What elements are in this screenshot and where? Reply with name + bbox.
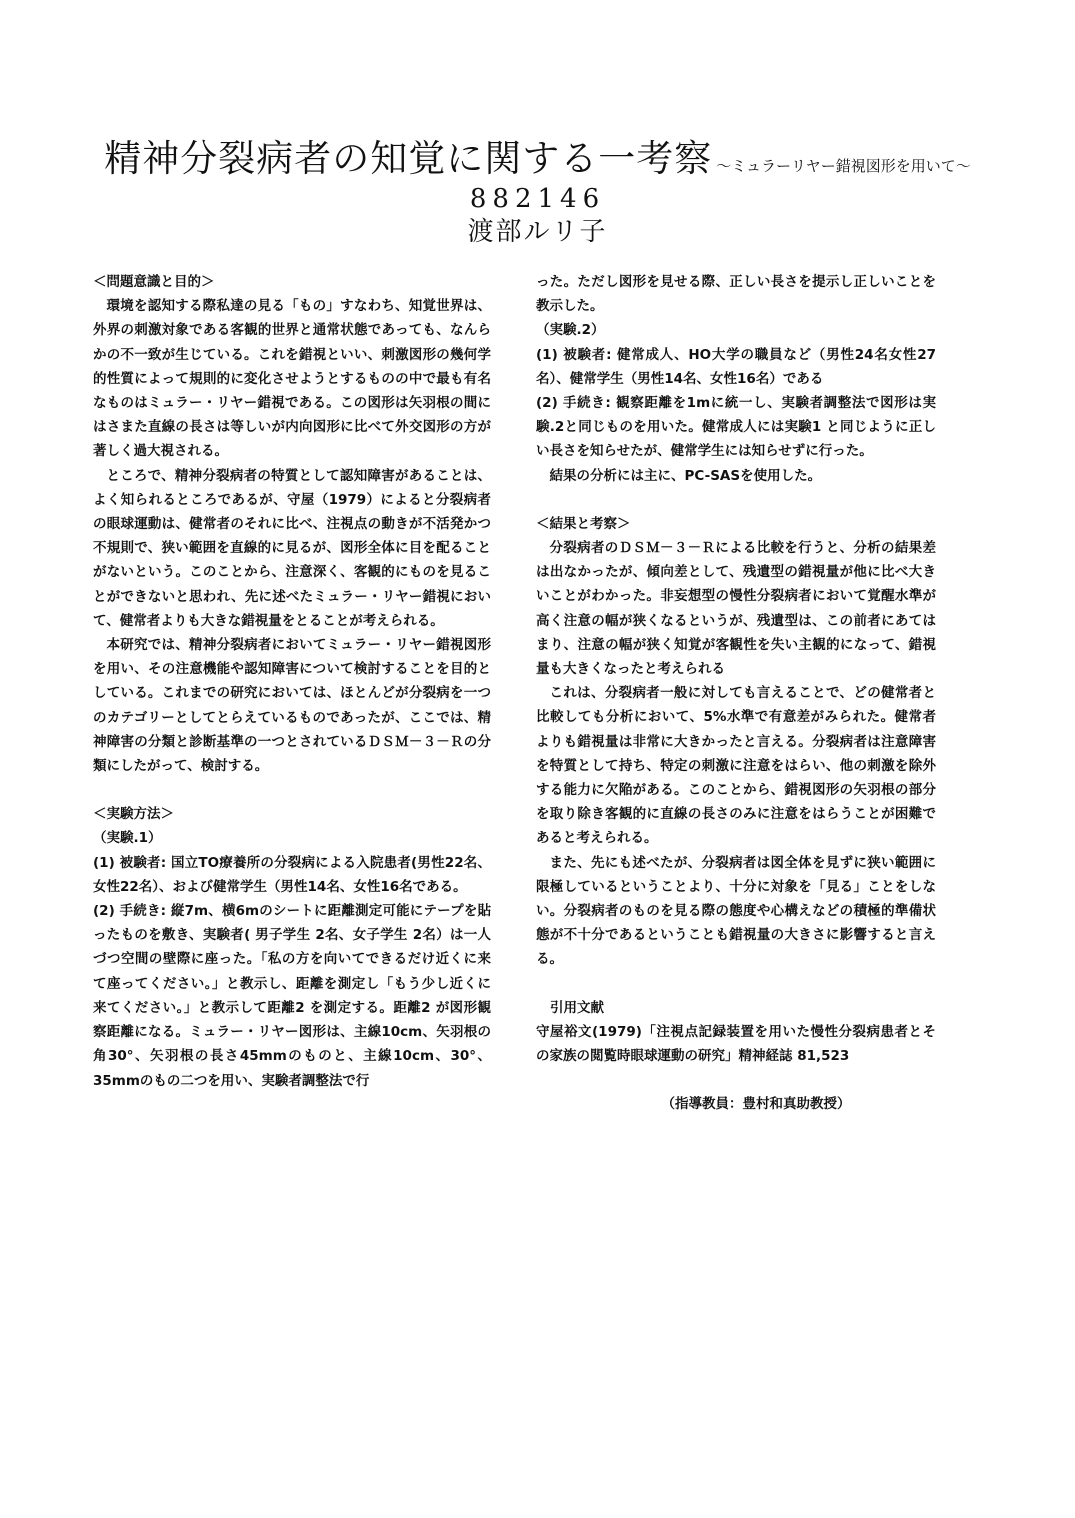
heading-results: ＜結果と考察＞	[536, 515, 631, 532]
paragraph-results-2: これは、分裂病者一般に対しても言えることで、どの健常者と比較しても分析において、5%水準で有意差がみられた。健常者よりも錯視量は非常に大きかったと言える。分裂病者は注意障害を特質として持ち、特定の刺激に注意をはらい、他の刺激を除外する能力に欠陥がある。このことから、錯視図形の矢羽根の部分を取り除き客観的に直線の長さのみに注意をはらうことが困難であると考えられる。	[536, 685, 936, 847]
experiment-1-subjects: (1) 被験者: 国立TO療養所の分裂病による入院患者(男性22名、女性22名）、および健常学生（男性14名、女性16名である。	[93, 854, 491, 895]
heading-references: 引用文献	[550, 999, 604, 1016]
author-name: 渡部ルリ子	[467, 217, 608, 247]
student-id: 882146	[469, 184, 606, 214]
paragraph-results-3: また、先にも述べたが、分裂病者は図全体を見ずに狭い範囲に限極しているということより、十分に対象を「見る」ことをしない。分裂病者のものを見る際の態度や心構えなどの積極的準備状態が不十分であるということも錯視量の大きさに影響すると言える。	[536, 854, 936, 968]
paragraph-results-1: 分裂病者のＤＳＭ－３－Ｒによる比較を行うと、分析の結果差は出なかったが、傾向差として、残遺型の錯視量が他に比べ大きいことがわかった。非妄想型の慢性分裂病者において覚醒水準が高く注意の幅が狭くなるというが、残遺型は、この前者にあてはまり、注意の幅が狭く知覚が客観性を失い主観的になって、錯視量も大きくなったと考えられる	[536, 540, 936, 678]
spacer	[536, 972, 936, 996]
experiment-2-subjects: (1) 被験者: 健常成人、HO大学の職員など（男性24名女性27名）、健常学生（男性14名、女性16名）である	[536, 346, 936, 387]
spacer	[536, 488, 936, 512]
paper-title: 精神分裂病者の知覚に関する一考察	[104, 137, 713, 180]
title-line	[0, 128, 1075, 182]
experiment-2-procedure: (2) 手続き: 観察距離を1mに統一し、実験者調整法で図形は実験.2と同じものを用いた。健常成人には実験1 と同じように正しい長さを知らせたが、健常学生には知らせずに行った。	[536, 395, 936, 460]
heading-purpose: ＜問題意識と目的＞	[93, 274, 215, 290]
experiment-1-label: （実験.1）	[93, 830, 162, 847]
reference-1: 守屋裕文(1979)「注視点記録装置を用いた慢性分裂病患者とその家族の閲覧時眼球運動の研究」精神経誌 81,523	[536, 1023, 936, 1065]
paragraph-purpose-3: 本研究では、精神分裂病者においてミュラー・リヤー錯視図形を用い、その注意機能や認知障害について検討することを目的としている。これまでの研究においては、ほとんどが分裂病を一つのカテゴリーとしてとらえているものであったが、ここでは、精神障害の分類と診断基準の一つとされているＤＳＭ－３－Ｒの分類にしたがって、検討する。	[93, 637, 491, 775]
analysis-note: 結果の分析には主に、PC-SASを使用した。	[549, 467, 822, 484]
paragraph-purpose-2: ところで、精神分裂病者の特質として認知障害があることは、よく知られるところであるが、守屋（1979）によると分裂病者の眼球運動は、健常者のそれに比べ、注視点の動きが不活発かつ不規則で、狭い範囲を直線的に見るが、図形全体に目を配ることがないという。このことから、注意深く、客観的にものを見ることができないと思われ、先に述べたミュラー・リヤー錯視において、健常者よりも大きな錯視量をとることが考えられる。	[93, 467, 491, 629]
heading-method: ＜実験方法＞	[93, 806, 174, 823]
experiment-1-procedure: (2) 手続き: 縦7m、横6mのシートに距離測定可能にテープを貼ったものを敷き、実験者( 男子学生 2名、女子学生 2名）は一人づつ空間の壁際に座った。「私の方を向いてできるだけ近くに来て座ってください。」と教示し、距離を測定し「もう少し近くに来てください。」と教示して距離2 を測定する。距離2 が図形観察距離になる。ミュラー・リヤー図形は、主線10cm、矢羽根の角30°、矢羽根の長さ45mmのものと、主線10cm、30°、35mmのもの二つを用い、実験者調整法で行	[93, 903, 491, 1089]
paragraph-purpose-1: 環境を認知する際私達の見る「もの」すなわち、知覚世界は、外界の刺激対象である客観的世界と通常状態であっても、なんらかの不一致が生じている。これを錯視といい、刺激図形の幾何学的性質によって規則的に変化させようとするものの中で最も有名なものはミュラー・リヤー錯視である。この図形は矢羽根の間にはさまた直線の長さは等しいが内向図形に比べて外交図形の方が著しく過大視される。	[93, 298, 491, 460]
right-column	[536, 270, 936, 1117]
experiment-1-continued: った。ただし図形を見せる際、正しい長さを提示し正しいことを教示した。	[536, 274, 936, 315]
advisor-note: （指導教員：豊村和真助教授）	[661, 1096, 851, 1113]
experiment-2-label: （実験.2）	[536, 322, 605, 339]
paper-subtitle: 〜ミュラーリヤー錯視図形を用いて〜	[716, 157, 971, 175]
left-column	[93, 270, 491, 1093]
spacer	[93, 778, 491, 802]
paper-header	[0, 128, 1075, 248]
